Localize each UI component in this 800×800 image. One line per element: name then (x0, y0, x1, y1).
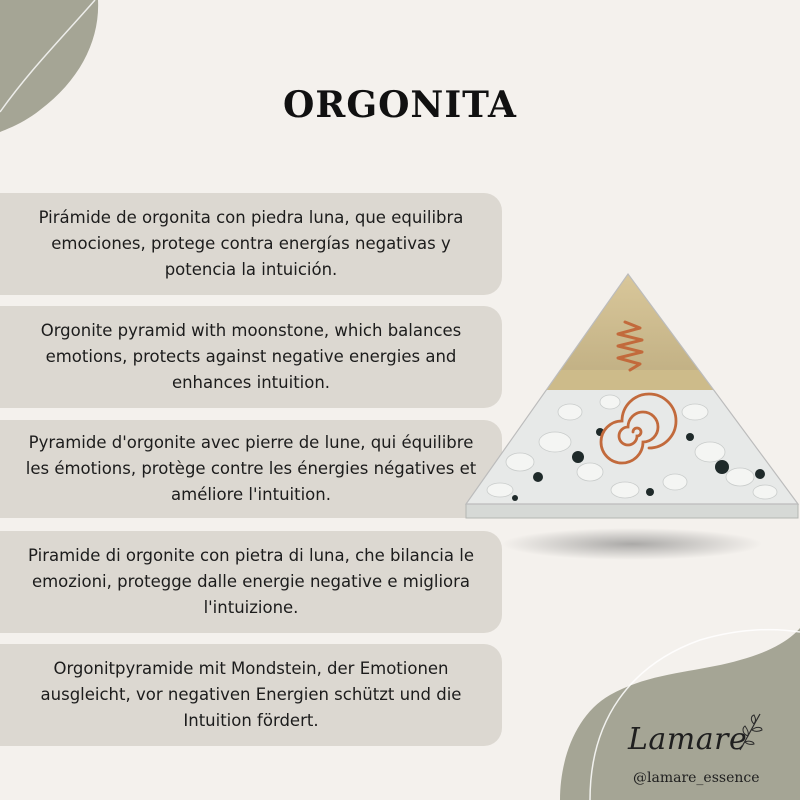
card-line: ausgleicht, vor negativen Energien schützt und die (40, 685, 462, 704)
card-line: Pirámide de orgonita con piedra luna, que equilibra (38, 208, 464, 227)
orgonite-pyramid-image (460, 262, 800, 572)
description-card-german (0, 644, 502, 746)
card-line: Intuition fördert. (183, 711, 319, 730)
pyramid-shadow (502, 528, 762, 560)
card-text (28, 543, 474, 621)
description-card-italian (0, 531, 502, 633)
card-line: Pyramide d'orgonite avec pierre de lune, qui équilibre (28, 433, 474, 452)
card-line: Piramide di orgonite con pietra di luna, che bilancia le (28, 546, 474, 565)
card-line: les émotions, protège contre les énergies négatives et (25, 459, 477, 478)
description-card-french (0, 420, 502, 518)
description-card-spanish (0, 193, 502, 295)
card-line: emozioni, protegge dalle energie negative e migliora (31, 572, 471, 591)
social-handle: @lamare_essence (633, 770, 760, 786)
page-title: ORGONITA (283, 84, 517, 126)
card-line: l'intuizione. (203, 598, 299, 617)
card-line: potencia la intuición. (164, 260, 338, 279)
card-line: emotions, protects against negative energies and (45, 347, 457, 366)
leaf-sprig-icon (736, 712, 766, 752)
card-text (39, 205, 464, 283)
card-line: enhances intuition. (171, 373, 331, 392)
card-line: Orgonitpyramide mit Mondstein, der Emotionen (53, 659, 449, 678)
card-text (41, 656, 462, 734)
description-card-english (0, 306, 502, 408)
card-line: Orgonite pyramid with moonstone, which balances (40, 321, 462, 340)
pyramid-base (466, 504, 798, 518)
card-line: emociones, protege contra energías negativas y (51, 234, 451, 253)
brand-logo: Lamare (628, 722, 748, 757)
card-text (41, 318, 462, 396)
card-line: améliore l'intuition. (171, 485, 331, 504)
card-text (26, 430, 477, 508)
